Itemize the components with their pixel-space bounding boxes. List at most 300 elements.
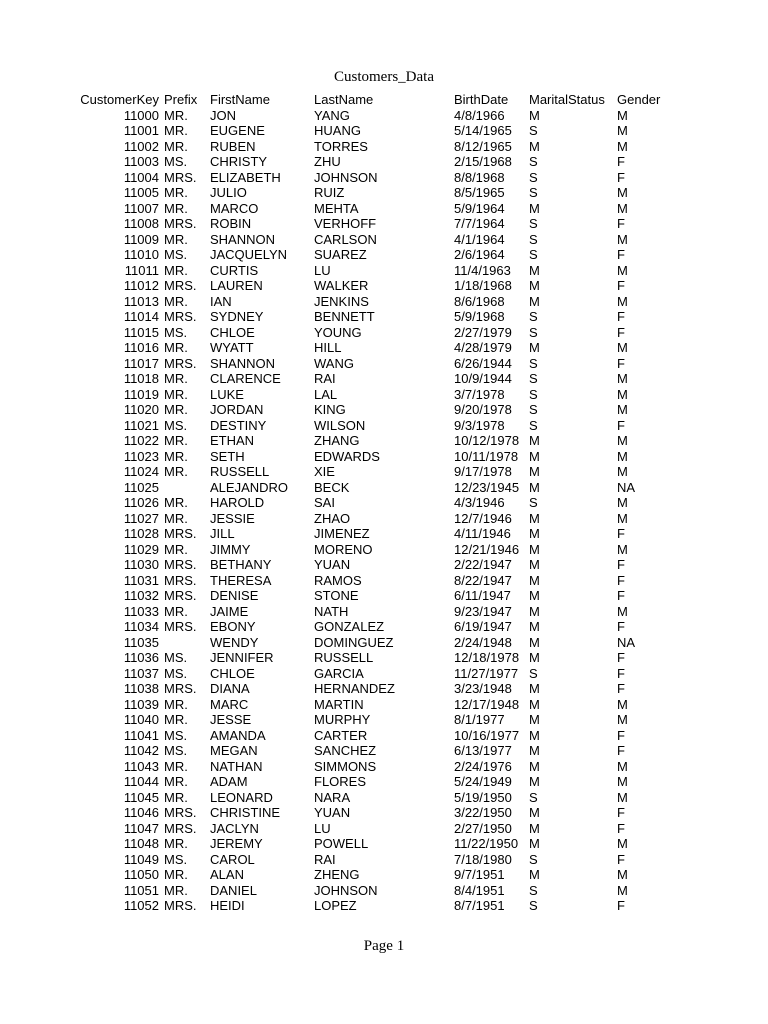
- firstname-cell: JESSE: [210, 712, 252, 727]
- customerkey-cell: 11017: [123, 355, 159, 371]
- gender-cell: M: [617, 774, 628, 789]
- firstname-cell: DANIEL: [210, 882, 257, 898]
- lastname-cell: NATH: [314, 603, 349, 619]
- firstname-cell: SHANNON: [210, 355, 276, 371]
- gender-cell: F: [617, 805, 625, 820]
- customerkey-cell: 11032: [123, 588, 159, 603]
- customerkey-cell: 11029: [123, 541, 159, 557]
- lastname-cell: SANCHEZ: [314, 743, 377, 758]
- gender-cell: F: [617, 309, 625, 324]
- birthdate-cell: 2/15/1968: [454, 154, 512, 169]
- maritalstatus-cell: M: [529, 619, 540, 634]
- firstname-cell: RUBEN: [210, 138, 256, 154]
- customerkey-cell: 11037: [123, 665, 159, 681]
- customerkey-cell: 11052: [123, 898, 159, 913]
- customerkey-cell: 11026: [123, 495, 159, 510]
- firstname-cell: MARC: [210, 696, 249, 712]
- gender-cell: NA: [617, 634, 636, 650]
- maritalstatus-cell: M: [529, 696, 540, 712]
- lastname-cell: ZHENG: [314, 867, 360, 882]
- prefix-cell: MR.: [164, 448, 188, 464]
- firstname-cell: ELIZABETH: [210, 169, 281, 185]
- maritalstatus-cell: M: [529, 557, 540, 572]
- birthdate-cell: 1/18/1968: [454, 278, 512, 293]
- gender-cell: F: [617, 650, 625, 665]
- birthdate-cell: 5/14/1965: [454, 123, 512, 138]
- firstname-cell: ROBIN: [210, 216, 252, 231]
- maritalstatus-cell: M: [529, 758, 540, 774]
- table-row: [72, 480, 677, 496]
- maritalstatus-cell: S: [529, 882, 538, 898]
- firstname-cell: SYDNEY: [210, 309, 264, 324]
- lastname-cell: LOPEZ: [314, 898, 357, 913]
- customerkey-cell: 11039: [123, 696, 159, 712]
- table-row: [72, 108, 677, 124]
- birthdate-cell: 8/6/1968: [454, 293, 505, 309]
- birthdate-cell: 12/17/1948: [454, 696, 520, 712]
- table-row: [72, 759, 677, 775]
- lastname-cell: EDWARDS: [314, 448, 380, 464]
- lastname-cell: MURPHY: [314, 712, 371, 727]
- prefix-cell: MRS.: [164, 572, 197, 588]
- prefix-cell: MS.: [164, 417, 188, 433]
- birthdate-cell: 10/12/1978: [454, 433, 520, 448]
- maritalstatus-cell: M: [529, 464, 540, 479]
- lastname-cell: JIMENEZ: [314, 526, 370, 541]
- lastname-cell: BECK: [314, 479, 350, 495]
- table-row: [72, 836, 677, 852]
- lastname-cell: WANG: [314, 355, 354, 371]
- table-row: [72, 852, 677, 868]
- firstname-cell: EBONY: [210, 619, 256, 634]
- maritalstatus-cell: S: [529, 231, 538, 247]
- customerkey-cell: 11011: [124, 262, 159, 278]
- table-body: [72, 108, 677, 914]
- maritalstatus-cell: M: [529, 681, 540, 696]
- customerkey-cell: 11000: [123, 107, 159, 123]
- firstname-cell: IAN: [210, 293, 232, 309]
- firstname-cell: BETHANY: [210, 557, 272, 572]
- maritalstatus-cell: M: [529, 634, 540, 650]
- lastname-cell: XIE: [314, 464, 335, 479]
- firstname-cell: EUGENE: [210, 123, 265, 138]
- prefix-cell: MRS.: [164, 820, 197, 836]
- maritalstatus-cell: M: [529, 107, 540, 123]
- lastname-cell: ZHU: [314, 154, 341, 169]
- prefix-cell: MS.: [164, 247, 188, 262]
- birthdate-cell: 2/6/1964: [454, 247, 505, 262]
- table-row: [72, 402, 677, 418]
- lastname-cell: RAMOS: [314, 572, 362, 588]
- customerkey-cell: 11021: [123, 417, 159, 433]
- lastname-cell: LU: [314, 820, 331, 836]
- firstname-cell: MEGAN: [210, 743, 258, 758]
- customerkey-cell: 11033: [123, 603, 159, 619]
- lastname-cell: SUAREZ: [314, 247, 367, 262]
- birthdate-cell: 6/19/1947: [454, 619, 512, 634]
- customerkey-cell: 11036: [123, 650, 159, 665]
- gender-cell: F: [617, 820, 625, 836]
- birthdate-cell: 4/1/1964: [454, 231, 505, 247]
- firstname-cell: CHRISTY: [210, 154, 268, 169]
- gender-cell: M: [617, 340, 628, 355]
- table-row: [72, 774, 677, 790]
- prefix-cell: MRS.: [164, 355, 197, 371]
- customerkey-cell: 11034: [123, 619, 159, 634]
- firstname-cell: JORDAN: [210, 402, 264, 417]
- lastname-cell: JENKINS: [314, 293, 369, 309]
- birthdate-cell: 12/18/1978: [454, 650, 520, 665]
- gender-cell: F: [617, 898, 625, 913]
- customerkey-cell: 11022: [123, 433, 159, 448]
- firstname-cell: JON: [210, 107, 236, 123]
- gender-cell: M: [617, 262, 628, 278]
- birthdate-cell: 10/11/1978: [454, 448, 519, 464]
- firstname-cell: MARCO: [210, 200, 259, 216]
- customerkey-cell: 11030: [123, 557, 159, 572]
- birthdate-cell: 8/5/1965: [454, 185, 505, 200]
- customerkey-cell: 11007: [123, 200, 159, 216]
- lastname-cell: SIMMONS: [314, 758, 377, 774]
- prefix-cell: MR.: [164, 882, 188, 898]
- lastname-cell: KING: [314, 402, 346, 417]
- table-row: [72, 712, 677, 728]
- lastname-cell: MORENO: [314, 541, 373, 557]
- lastname-cell: LU: [314, 262, 331, 278]
- birthdate-cell: 5/19/1950: [454, 789, 512, 805]
- firstname-cell: HAROLD: [210, 495, 265, 510]
- firstname-cell: CURTIS: [210, 262, 259, 278]
- column-header-maritalstatus: MaritalStatus: [529, 92, 605, 107]
- lastname-cell: GONZALEZ: [314, 619, 385, 634]
- prefix-cell: MR.: [164, 386, 188, 402]
- birthdate-cell: 5/9/1964: [454, 200, 505, 216]
- maritalstatus-cell: S: [529, 495, 538, 510]
- customerkey-cell: 11046: [123, 805, 159, 820]
- birthdate-cell: 2/24/1976: [454, 758, 512, 774]
- gender-cell: M: [617, 836, 628, 851]
- maritalstatus-cell: M: [529, 820, 540, 836]
- lastname-cell: YANG: [314, 107, 350, 123]
- lastname-cell: RUSSELL: [314, 650, 374, 665]
- lastname-cell: POWELL: [314, 836, 369, 851]
- table-row: [72, 449, 677, 465]
- maritalstatus-cell: M: [529, 805, 540, 820]
- prefix-cell: MRS.: [164, 681, 197, 696]
- birthdate-cell: 8/7/1951: [454, 898, 505, 913]
- gender-cell: F: [617, 665, 625, 681]
- prefix-cell: MR.: [164, 836, 188, 851]
- customerkey-cell: 11020: [123, 402, 159, 417]
- customerkey-cell: 11025: [123, 479, 159, 495]
- maritalstatus-cell: S: [529, 665, 538, 681]
- firstname-cell: ADAM: [210, 774, 248, 789]
- lastname-cell: JOHNSON: [314, 169, 378, 185]
- table-row: [72, 464, 677, 480]
- lastname-cell: NARA: [314, 789, 351, 805]
- lastname-cell: RAI: [314, 371, 336, 386]
- document-title: Customers_Data: [334, 69, 434, 85]
- maritalstatus-cell: M: [529, 650, 540, 665]
- table-row: [72, 526, 677, 542]
- maritalstatus-cell: M: [529, 867, 540, 882]
- birthdate-cell: 3/23/1948: [454, 681, 512, 696]
- table-row: [72, 635, 677, 651]
- maritalstatus-cell: M: [529, 138, 540, 154]
- lastname-cell: SAI: [314, 495, 335, 510]
- prefix-cell: MR.: [164, 603, 188, 619]
- customerkey-cell: 11012: [123, 278, 159, 293]
- prefix-cell: MR.: [164, 541, 188, 557]
- maritalstatus-cell: S: [529, 324, 538, 340]
- lastname-cell: CARLSON: [314, 231, 377, 247]
- table-row: [72, 511, 677, 527]
- birthdate-cell: 4/28/1979: [454, 340, 512, 355]
- prefix-cell: MRS.: [164, 526, 197, 541]
- customerkey-cell: 11042: [123, 743, 159, 758]
- table-row: [72, 139, 677, 155]
- maritalstatus-cell: S: [529, 789, 538, 805]
- lastname-cell: CARTER: [314, 727, 368, 743]
- firstname-cell: CLARENCE: [210, 371, 281, 386]
- birthdate-cell: 4/3/1946: [454, 495, 505, 510]
- gender-cell: M: [617, 371, 628, 386]
- customerkey-cell: 11023: [123, 448, 159, 464]
- lastname-cell: YUAN: [314, 805, 351, 820]
- lastname-cell: YUAN: [314, 557, 351, 572]
- customerkey-cell: 11015: [123, 324, 159, 340]
- gender-cell: M: [617, 758, 628, 774]
- column-header-birthdate: BirthDate: [454, 92, 509, 107]
- gender-cell: F: [617, 247, 625, 262]
- birthdate-cell: 8/1/1977: [454, 712, 505, 727]
- birthdate-cell: 5/9/1968: [454, 309, 505, 324]
- prefix-cell: MR.: [164, 340, 188, 355]
- birthdate-cell: 2/27/1979: [454, 324, 512, 340]
- table-row: [72, 697, 677, 713]
- prefix-cell: MRS.: [164, 216, 197, 231]
- gender-cell: M: [617, 882, 628, 898]
- maritalstatus-cell: M: [529, 712, 540, 727]
- gender-cell: F: [617, 355, 625, 371]
- lastname-cell: HILL: [314, 340, 342, 355]
- birthdate-cell: 2/24/1948: [454, 634, 512, 650]
- maritalstatus-cell: M: [529, 727, 540, 743]
- table-row: [72, 588, 677, 604]
- table-row: [72, 294, 677, 310]
- prefix-cell: MR.: [164, 293, 188, 309]
- gender-cell: M: [617, 231, 628, 247]
- birthdate-cell: 2/22/1947: [454, 557, 512, 572]
- maritalstatus-cell: M: [529, 526, 540, 541]
- firstname-cell: JENNIFER: [210, 650, 274, 665]
- table-row: [72, 418, 677, 434]
- prefix-cell: MR.: [164, 433, 188, 448]
- gender-cell: M: [617, 696, 628, 712]
- prefix-cell: MRS.: [164, 169, 197, 185]
- lastname-cell: WILSON: [314, 417, 366, 433]
- gender-cell: M: [617, 541, 628, 557]
- table-row: [72, 232, 677, 248]
- header-row: [72, 92, 677, 108]
- birthdate-cell: 10/9/1944: [454, 371, 512, 386]
- customerkey-cell: 11051: [123, 882, 159, 898]
- customerkey-cell: 11028: [123, 526, 159, 541]
- firstname-cell: JAIME: [210, 603, 249, 619]
- customerkey-cell: 11010: [123, 247, 159, 262]
- customerkey-cell: 11008: [123, 216, 159, 231]
- customerkey-cell: 11001: [123, 123, 159, 138]
- table-row: [72, 123, 677, 139]
- table-row: [72, 650, 677, 666]
- gender-cell: M: [617, 464, 628, 479]
- customerkey-cell: 11040: [123, 712, 159, 727]
- customerkey-cell: 11002: [123, 138, 159, 154]
- table-row: [72, 433, 677, 449]
- firstname-cell: ALEJANDRO: [210, 479, 289, 495]
- lastname-cell: HUANG: [314, 123, 361, 138]
- maritalstatus-cell: M: [529, 340, 540, 355]
- table-row: [72, 309, 677, 325]
- lastname-cell: VERHOFF: [314, 216, 377, 231]
- lastname-cell: WALKER: [314, 278, 369, 293]
- table-row: [72, 356, 677, 372]
- table-row: [72, 263, 677, 279]
- gender-cell: F: [617, 154, 625, 169]
- table-row: [72, 170, 677, 186]
- firstname-cell: HEIDI: [210, 898, 245, 913]
- birthdate-cell: 12/23/1945: [454, 479, 520, 495]
- lastname-cell: RAI: [314, 851, 336, 867]
- firstname-cell: LAUREN: [210, 278, 263, 293]
- table-row: [72, 185, 677, 201]
- table-row: [72, 898, 677, 914]
- gender-cell: F: [617, 681, 625, 696]
- gender-cell: F: [617, 727, 625, 743]
- customers-table: [72, 92, 677, 914]
- lastname-cell: RUIZ: [314, 185, 345, 200]
- prefix-cell: MR.: [164, 510, 188, 526]
- maritalstatus-cell: S: [529, 154, 538, 169]
- firstname-cell: JILL: [210, 526, 235, 541]
- gender-cell: M: [617, 712, 628, 727]
- prefix-cell: MS.: [164, 650, 188, 665]
- customerkey-cell: 11027: [123, 510, 159, 526]
- customerkey-cell: 11035: [123, 634, 159, 650]
- table-row: [72, 867, 677, 883]
- lastname-cell: MARTIN: [314, 696, 364, 712]
- gender-cell: M: [617, 293, 628, 309]
- prefix-cell: MR.: [164, 464, 188, 479]
- prefix-cell: MR.: [164, 758, 188, 774]
- customerkey-cell: 11038: [123, 681, 159, 696]
- table-row: [72, 325, 677, 341]
- table-row: [72, 805, 677, 821]
- prefix-cell: MRS.: [164, 557, 197, 572]
- maritalstatus-cell: M: [529, 479, 540, 495]
- column-header-customerkey: CustomerKey: [80, 92, 159, 107]
- firstname-cell: LUKE: [210, 386, 244, 402]
- prefix-cell: MR.: [164, 867, 188, 882]
- table-header: [72, 92, 677, 108]
- gender-cell: F: [617, 324, 625, 340]
- maritalstatus-cell: M: [529, 293, 540, 309]
- lastname-cell: DOMINGUEZ: [314, 634, 394, 650]
- table-row: [72, 371, 677, 387]
- gender-cell: F: [617, 851, 625, 867]
- prefix-cell: MR.: [164, 712, 188, 727]
- firstname-cell: JACLYN: [210, 820, 259, 836]
- firstname-cell: JEREMY: [210, 836, 263, 851]
- customerkey-cell: 11024: [123, 464, 159, 479]
- table-row: [72, 681, 677, 697]
- gender-cell: M: [617, 603, 628, 619]
- firstname-cell: DENISE: [210, 588, 259, 603]
- gender-cell: M: [617, 789, 628, 805]
- maritalstatus-cell: M: [529, 262, 540, 278]
- birthdate-cell: 9/3/1978: [454, 417, 505, 433]
- maritalstatus-cell: S: [529, 169, 538, 185]
- maritalstatus-cell: M: [529, 572, 540, 588]
- gender-cell: M: [617, 185, 628, 200]
- maritalstatus-cell: M: [529, 588, 540, 603]
- birthdate-cell: 10/16/1977: [454, 727, 520, 743]
- gender-cell: F: [617, 169, 625, 185]
- prefix-cell: MR.: [164, 185, 188, 200]
- gender-cell: F: [617, 572, 625, 588]
- birthdate-cell: 8/4/1951: [454, 882, 505, 898]
- firstname-cell: AMANDA: [210, 727, 266, 743]
- maritalstatus-cell: S: [529, 309, 538, 324]
- birthdate-cell: 5/24/1949: [454, 774, 512, 789]
- gender-cell: M: [617, 402, 628, 417]
- birthdate-cell: 11/22/1950: [454, 836, 519, 851]
- gender-cell: M: [617, 386, 628, 402]
- customerkey-cell: 11013: [123, 293, 159, 309]
- lastname-cell: ZHAO: [314, 510, 351, 526]
- firstname-cell: DESTINY: [210, 417, 267, 433]
- customerkey-cell: 11043: [123, 758, 159, 774]
- gender-cell: M: [617, 107, 628, 123]
- gender-cell: M: [617, 123, 628, 138]
- prefix-cell: MS.: [164, 727, 188, 743]
- maritalstatus-cell: M: [529, 200, 540, 216]
- birthdate-cell: 8/22/1947: [454, 572, 512, 588]
- maritalstatus-cell: M: [529, 433, 540, 448]
- firstname-cell: JIMMY: [210, 541, 251, 557]
- birthdate-cell: 11/27/1977: [454, 665, 519, 681]
- firstname-cell: JULIO: [210, 185, 247, 200]
- customerkey-cell: 11045: [123, 789, 159, 805]
- table-row: [72, 557, 677, 573]
- maritalstatus-cell: S: [529, 185, 538, 200]
- firstname-cell: WYATT: [210, 340, 254, 355]
- birthdate-cell: 3/7/1978: [454, 386, 505, 402]
- table-row: [72, 604, 677, 620]
- birthdate-cell: 8/8/1968: [454, 169, 505, 185]
- maritalstatus-cell: M: [529, 603, 540, 619]
- firstname-cell: THERESA: [210, 572, 272, 588]
- lastname-cell: LAL: [314, 386, 338, 402]
- birthdate-cell: 9/23/1947: [454, 603, 512, 619]
- gender-cell: F: [617, 526, 625, 541]
- table-row: [72, 387, 677, 403]
- gender-cell: M: [617, 200, 628, 216]
- table-row: [72, 278, 677, 294]
- birthdate-cell: 6/26/1944: [454, 355, 512, 371]
- table-row: [72, 247, 677, 263]
- table-row: [72, 790, 677, 806]
